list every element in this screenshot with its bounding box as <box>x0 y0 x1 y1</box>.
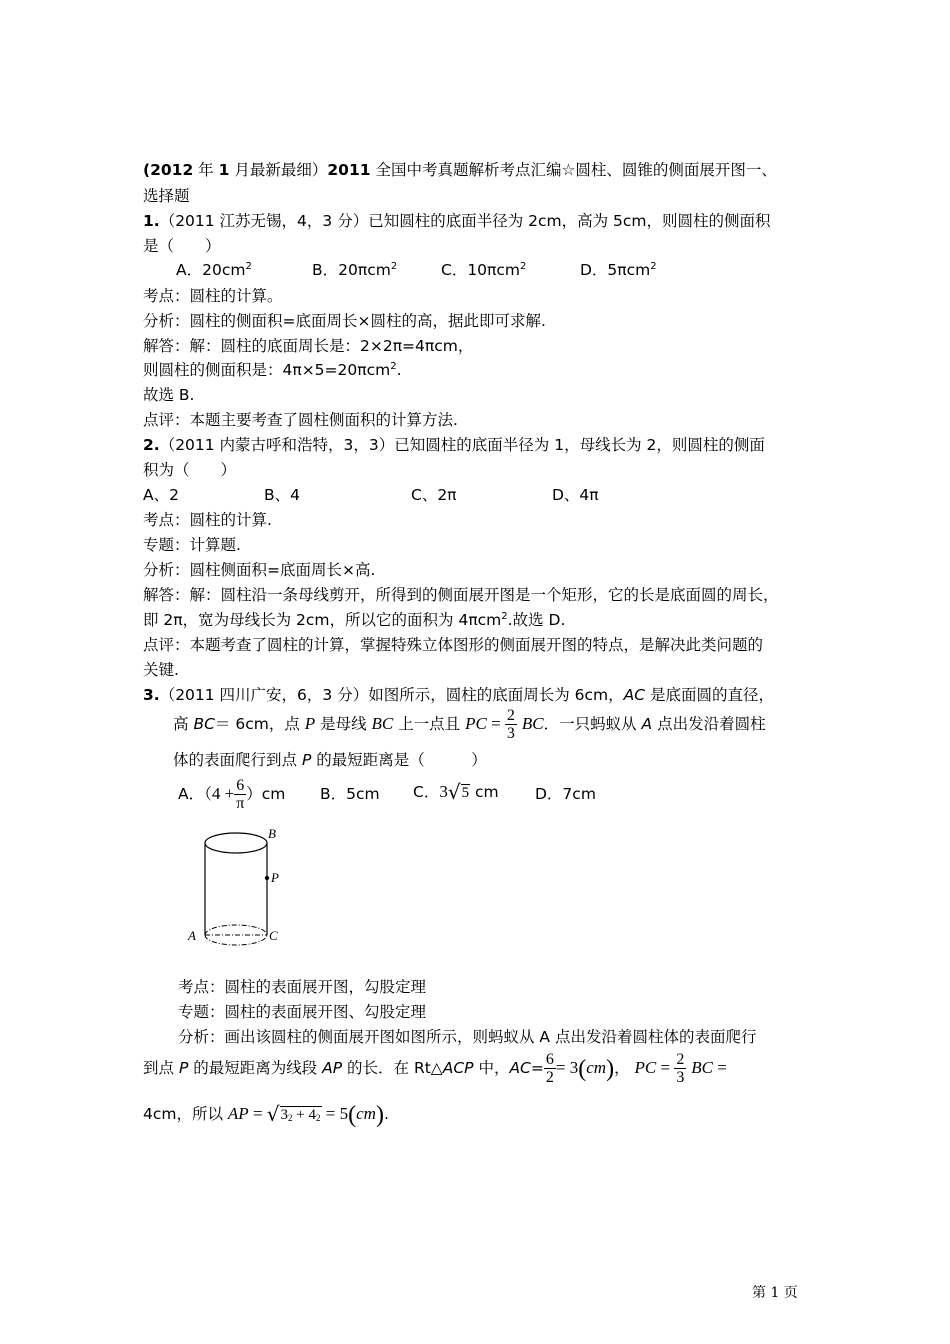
q3-var: A <box>641 715 653 733</box>
q3-stem-text: 高 <box>173 715 194 733</box>
q1-kaodian: 考点：圆柱的计算。 <box>143 287 283 305</box>
q3-text: 4cm，所以 <box>143 1105 228 1123</box>
superscript: 2 <box>245 261 252 272</box>
q3-math: 3 <box>439 782 448 801</box>
q3-option-c <box>413 782 499 803</box>
q3-stem-text: 点出发沿着圆柱 <box>652 715 766 733</box>
doc-title <box>143 160 777 180</box>
label-b: B <box>268 826 276 841</box>
title-part: (2012 <box>143 161 194 179</box>
q3-stem-text: （2011 四川广安，6，3 分）如图所示，圆柱的底面周长为 6cm， <box>159 686 624 704</box>
q2-zhuanti: 专题：计算题. <box>143 536 241 554</box>
q3-var: BC <box>193 715 215 733</box>
q3-option-c-text: C． <box>413 783 440 801</box>
q2-option-b: B、4 <box>264 486 300 504</box>
q3-stem-text: ．一只蚂蚁从 <box>543 715 642 733</box>
title-part: 月最新最细） <box>234 161 328 179</box>
fraction <box>234 777 246 812</box>
superscript: 2 <box>501 611 508 622</box>
q1-stem-text: （2011 江苏无锡，4，3 分）已知圆柱的底面半径为 2cm，高为 5cm，则圆柱的侧面积 <box>159 212 771 230</box>
q3-var: P <box>178 1059 189 1077</box>
q3-math: 4 + <box>211 784 235 803</box>
q3-var: BC <box>371 714 394 733</box>
q3-option-b: B．5cm <box>320 785 380 803</box>
sqrt-term: 3 <box>280 1107 289 1123</box>
exponent: 2 <box>316 1113 321 1123</box>
title-part: 1 <box>218 161 230 179</box>
q1-jieda-2-end: . <box>396 361 402 379</box>
q3-math: = <box>248 1104 267 1123</box>
q3-var: P <box>301 751 312 769</box>
sqrt-term: + 4 <box>292 1107 317 1123</box>
sqrt-argument: 5 <box>461 785 470 801</box>
q3-math: = <box>486 714 505 733</box>
q3-math: cm <box>586 1058 607 1077</box>
fraction-numerator: 2 <box>676 1051 685 1068</box>
q1-option-a-text: A．20cm <box>176 261 246 279</box>
q1-jieda-2-text: 则圆柱的侧面积是：4π×5=20πcm <box>143 361 391 379</box>
q3-var: AC <box>623 686 646 704</box>
title-part: 2011 <box>327 161 371 179</box>
q3-var: AP <box>322 1059 343 1077</box>
q2-stem-line1 <box>143 435 765 455</box>
q3-fenxi-2: 到点 P 的最短距离为线段 AP 的长．在 Rt△ACP 中，AC= $\frac{6}{2}$ = 3(cm)， PC = $\frac{2}{3}$ BC = <box>143 1051 727 1086</box>
q3-fenxi-3: 4cm，所以 AP = √32 + 42 = 5(cm). <box>143 1097 389 1135</box>
superscript: 2 <box>390 261 398 272</box>
q3-text: . <box>383 1105 389 1123</box>
fraction-numerator: 6 <box>545 1051 554 1068</box>
q3-stem-text: 体的表面爬行到点 <box>173 751 302 769</box>
title-part: 全国中考真题解析考点汇编☆圆柱、圆锥的侧面展开图一、 <box>375 161 777 179</box>
q1-option-d-text: D．5πcm <box>580 261 651 279</box>
q3-var: P <box>304 714 316 733</box>
q2-number: 2. <box>143 436 160 454</box>
section-heading: 选择题 <box>143 187 190 205</box>
q2-option-c: C、2π <box>411 486 457 504</box>
q3-math: = <box>656 1058 675 1077</box>
q1-number: 1. <box>143 212 160 230</box>
q1-dianping: 点评：本题主要考查了圆柱侧面积的计算方法. <box>143 411 458 429</box>
fraction <box>505 707 517 742</box>
q3-stem-line2 <box>173 704 766 744</box>
q3-option-a-text: A．（ <box>178 785 212 803</box>
q3-var: BC <box>691 1058 714 1077</box>
q2-kaodian: 考点：圆柱的计算. <box>143 511 272 529</box>
cylinder-bottom-back <box>205 925 267 935</box>
label-a: A <box>188 928 196 943</box>
q2-jieda-1: 解答：解：圆柱沿一条母线剪开，所得到的侧面展开图是一个矩形，它的长是底面圆的周长， <box>143 586 779 604</box>
q3-number: 3. <box>143 686 160 704</box>
q3-var: AC <box>509 1059 531 1077</box>
cylinder-bottom-front <box>205 935 267 945</box>
fraction-denominator: 3 <box>676 1069 685 1086</box>
q3-var: BC <box>521 714 544 733</box>
q3-var: AP <box>227 1104 249 1123</box>
q3-kaodian: 考点：圆柱的表面展开图，勾股定理 <box>178 978 427 996</box>
title-part: 年 <box>198 161 214 179</box>
q1-option-c <box>441 260 526 280</box>
q2-stem-line2: 积为（ ） <box>143 461 237 479</box>
q3-text: 中， <box>473 1059 510 1077</box>
q3-math: = 3 <box>555 1058 579 1077</box>
page-number: 第 1 页 <box>752 1285 798 1301</box>
q1-jieda-2 <box>143 360 402 380</box>
q3-math: cm <box>356 1104 376 1123</box>
sqrt: √5 <box>447 780 470 804</box>
label-p: P <box>271 870 279 885</box>
superscript: 2 <box>520 261 527 272</box>
sqrt: √32 + 42 <box>266 1102 321 1126</box>
fraction-numerator: 6 <box>234 777 246 795</box>
q3-stem-line3 <box>173 750 487 770</box>
q2-jieda-2 <box>143 610 565 630</box>
q2-option-a: A、2 <box>143 486 179 504</box>
label-c: C <box>269 928 278 943</box>
q2-jieda-2-end: .故选 D. <box>507 611 566 629</box>
q3-stem-text: 的最短距离是（ ） <box>311 751 487 769</box>
q3-text: 到点 <box>143 1059 179 1077</box>
q2-dianping-2: 关键. <box>143 661 179 679</box>
q1-jieda-1: 解答：解：圆柱的底面周长是：2×2π=4πcm， <box>143 337 474 355</box>
superscript: 2 <box>390 361 397 372</box>
q3-stem-line1 <box>143 685 774 705</box>
q3-stem-text: 是底面圆的直径， <box>645 686 774 704</box>
q2-option-d: D、4π <box>552 486 599 504</box>
q3-text: ， <box>614 1059 630 1077</box>
q2-fenxi: 分析：圆柱侧面积=底面周长×高. <box>143 561 376 579</box>
q3-stem-text: 上一点且 <box>393 715 466 733</box>
fraction <box>674 1051 686 1086</box>
cylinder-top-ellipse <box>205 833 267 853</box>
fraction-denominator: π <box>236 795 245 812</box>
q3-math: = 5 <box>321 1104 349 1123</box>
q1-option-b <box>312 260 397 280</box>
q3-var: ACP <box>442 1059 474 1077</box>
q2-jieda-2-text: 即 2π，宽为母线长为 2cm，所以它的面积为 4πcm <box>143 611 502 629</box>
fraction-denominator: 2 <box>545 1069 554 1086</box>
cylinder-figure <box>185 825 295 955</box>
q1-option-d <box>580 260 657 280</box>
superscript: 2 <box>650 261 657 272</box>
q1-option-c-text: C．10πcm <box>441 261 520 279</box>
q3-stem-text: ＝ 6cm，点 <box>214 715 305 733</box>
q1-stem-line1 <box>143 211 771 231</box>
q1-option-a <box>176 260 252 280</box>
q3-var: PC <box>634 1058 657 1077</box>
q2-dianping-1: 点评：本题考查了圆柱的计算，掌握特殊立体图形的侧面展开图的特点，是解决此类问题的 <box>143 636 764 654</box>
point-p <box>265 876 269 880</box>
q3-text: = <box>530 1059 544 1077</box>
q3-var: PC <box>465 714 487 733</box>
exponent: 2 <box>288 1113 293 1123</box>
q1-stem-line2: 是（ ） <box>143 237 221 255</box>
q3-option-a-unit: ）cm <box>246 785 286 803</box>
fraction-denominator: 3 <box>506 725 515 742</box>
fraction <box>544 1051 556 1086</box>
q3-stem-text: 是母线 <box>315 715 372 733</box>
q1-answer: 故选 B. <box>143 386 195 404</box>
q3-text: 的最短距离为线段 <box>188 1059 323 1077</box>
q3-fenxi-1: 分析：画出该圆柱的侧面展开图如图所示，则蚂蚁从 A 点出发沿着圆柱体的表面爬行 <box>178 1028 757 1046</box>
q1-option-b-text: B．20πcm <box>312 261 391 279</box>
q2-stem-text: （2011 内蒙古呼和浩特，3，3）已知圆柱的底面半径为 1，母线长为 2，则圆柱的侧面 <box>159 436 765 454</box>
q3-option-a <box>178 775 285 813</box>
q1-fenxi: 分析：圆柱的侧面积=底面周长×圆柱的高，据此即可求解. <box>143 312 546 330</box>
q3-option-c-unit: cm <box>470 783 499 801</box>
fraction-numerator: 2 <box>506 707 515 724</box>
q3-math: = <box>713 1058 727 1077</box>
q3-zhuanti: 专题：圆柱的表面展开图、勾股定理 <box>178 1003 427 1021</box>
q3-text: 的长．在 Rt△ <box>342 1059 443 1077</box>
q3-option-d: D．7cm <box>535 785 596 803</box>
